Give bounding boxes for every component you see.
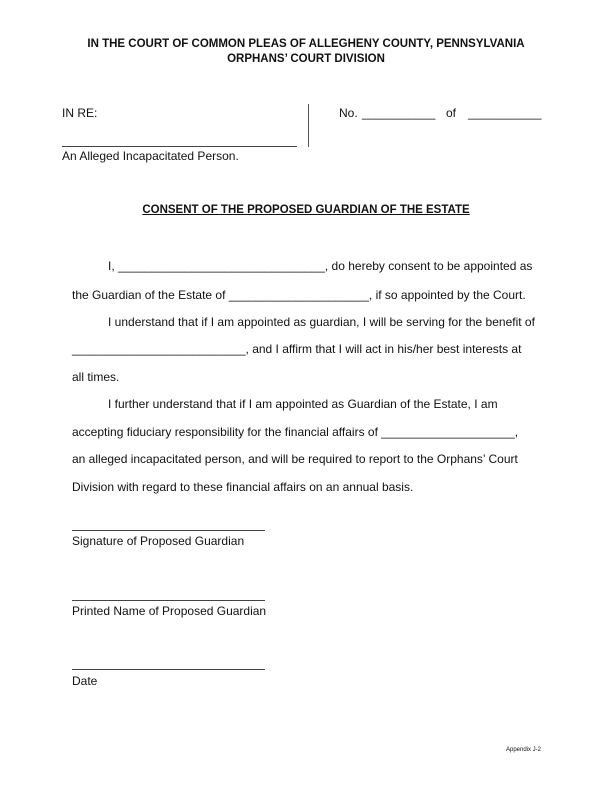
date-label: Date <box>72 674 98 688</box>
fiduciary-paragraph-line-2: accepting fiduciary responsibility for the financial affairs of ____________________, <box>72 425 519 439</box>
caption-divider <box>308 104 309 147</box>
signature-label: Signature of Proposed Guardian <box>72 534 245 548</box>
date-line[interactable] <box>72 669 265 670</box>
fiduciary-paragraph-line-1: I further understand that if I am appointed as Guardian of the Estate, I am <box>108 397 498 411</box>
alleged-incapacitated-person-label: An Alleged Incapacitated Person. <box>62 149 239 163</box>
court-division-line: ORPHANS’ COURT DIVISION <box>227 53 385 65</box>
person-name-line[interactable] <box>62 146 297 147</box>
consent-paragraph-line-2: the Guardian of the Estate of _____________________, if so appointed by the Court. <box>72 288 526 302</box>
understanding-paragraph-line-1: I understand that if I am appointed as guardian, I will be serving for the benefit of <box>108 315 535 329</box>
printed-name-line[interactable] <box>72 600 265 601</box>
docket-year-blank[interactable]: ___________ <box>468 106 542 120</box>
docket-number-blank[interactable]: ___________ <box>362 106 436 120</box>
fiduciary-paragraph-line-4: Division with regard to these financial affairs on an annual basis. <box>72 480 414 494</box>
docket-number-label: No. <box>339 106 358 120</box>
court-name-line: IN THE COURT OF COMMON PLEAS OF ALLEGHENY COUNTY, PENNSYLVANIA <box>87 38 525 50</box>
document-title: CONSENT OF THE PROPOSED GUARDIAN OF THE ESTATE <box>142 204 470 216</box>
docket-year-label: of <box>446 106 457 120</box>
understanding-paragraph-line-2: __________________________, and I affirm that I will act in his/her best interests at <box>72 342 522 356</box>
appendix-label: Appendix J-2 <box>506 747 542 753</box>
understanding-paragraph-line-3: all times. <box>72 370 120 384</box>
printed-name-label: Printed Name of Proposed Guardian <box>72 604 267 618</box>
fiduciary-paragraph-line-3: an alleged incapacitated person, and will be required to report to the Orphans’ Court <box>72 452 518 466</box>
signature-line[interactable] <box>72 530 265 531</box>
consent-paragraph-line-1: I, _______________________________, do hereby consent to be appointed as <box>108 259 533 273</box>
in-re-label: IN RE: <box>62 106 98 120</box>
